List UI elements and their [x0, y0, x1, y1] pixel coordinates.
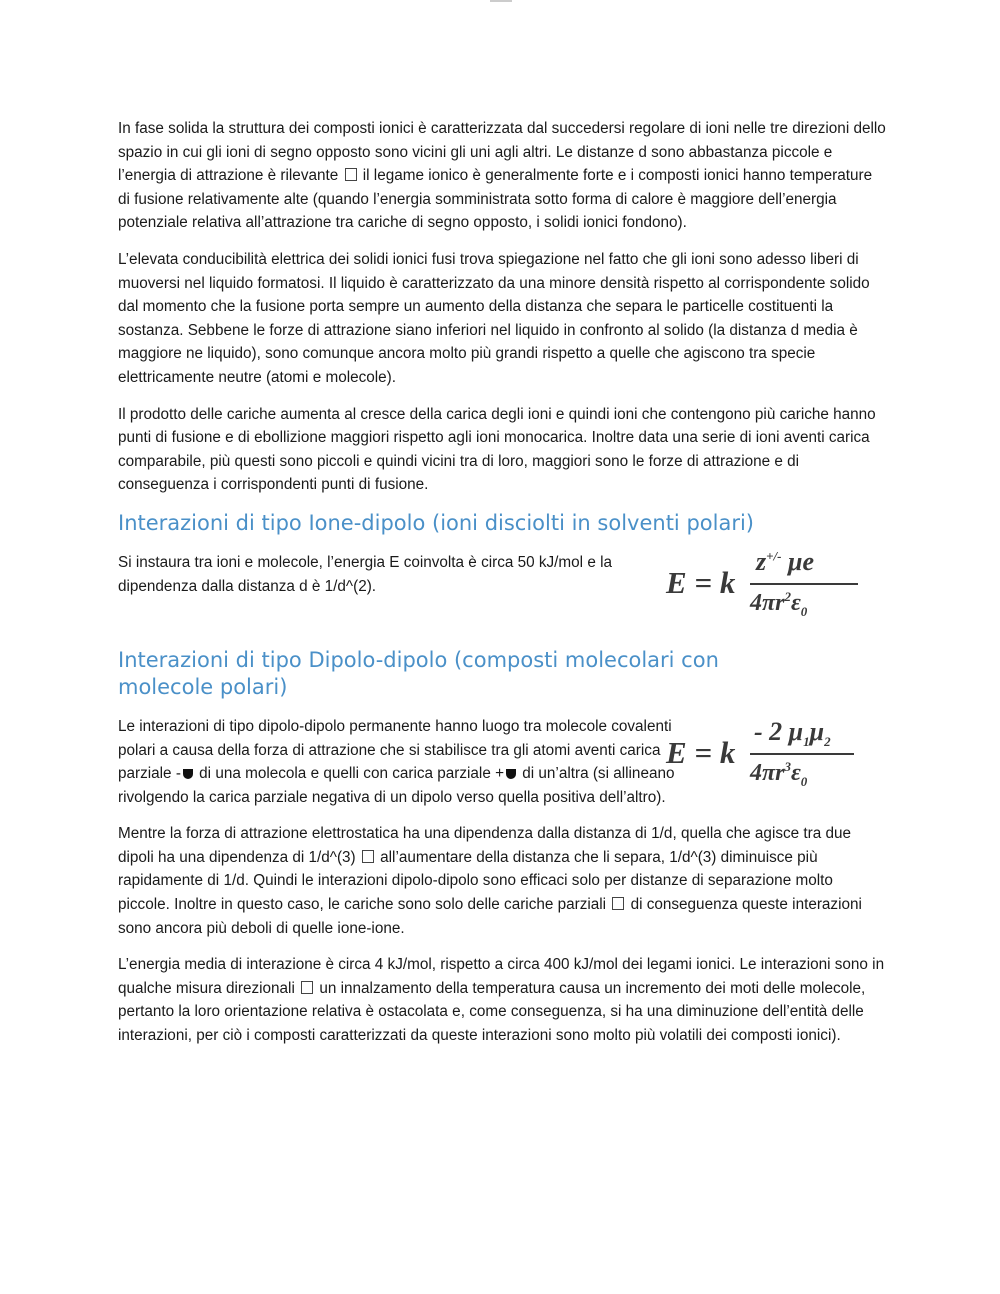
- delta-symbol-icon: [506, 769, 516, 779]
- paragraph-text: In fase solida la struttura dei composti ionici è caratterizzata dal succedersi regolare di ioni nelle tre direzioni dello spazio in cui gli ioni di segno opposto sono vicini gli uni agli altri. Le distanze d sono abbastanza piccole e l’energia di attrazione è rilevante: [118, 120, 886, 185]
- formula-numerator: - 2 $\mu_1\mu_2$: [754, 716, 831, 750]
- fraction-bar: [750, 583, 858, 585]
- ion-dipole-block: [118, 546, 888, 647]
- ion-dipole-formula: [666, 547, 866, 637]
- dipole-dipole-block: [118, 715, 888, 809]
- paragraph-average-energy: L’energia media di interazione è circa 4 kJ/mol, rispetto a circa 400 kJ/mol dei legami ionici. Le interazioni sono in qualche misura direzionali un innalzamento della temperatura causa un incremento dei moti delle molecole, pertanto la loro orientazione relativa è ostacolata e, come conseguenza, si ha una diminuzione dell’entità delle interazioni, per ciò i composti caratterizzati da queste interazioni sono molto più volatili dei composti ionici).: [118, 956, 885, 1045]
- paragraph-charge-product: Il prodotto delle cariche aumenta al cresce della carica degli ioni e quindi ioni che contengono più cariche hanno punti di fusione e di ebollizione maggiori rispetto agli ioni monocarica. Inoltre data una serie di ioni aventi carica comparabile, più questi sono piccoli e quindi vicini tra di loro, maggiori sono le forze di attrazione e di conseguenza i corrispondenti punti di fusione.: [118, 405, 876, 494]
- formula-denominator: $4\pi r^2\varepsilon_0$: [750, 588, 808, 619]
- heading-dipole-dipole: Interazioni di tipo Dipolo-dipolo (composti molecolari con molecole polari): [118, 647, 719, 699]
- arrow-symbol-icon: [301, 981, 313, 994]
- formula-numerator: z+/- μe: [756, 546, 814, 576]
- paragraph-ion-dipole: Si instaura tra ioni e molecole, l’energia E coinvolta è circa 50 kJ/mol e la dipendenza dalla distanza d è 1/d^(2).: [118, 553, 612, 595]
- document-page: [118, 117, 888, 1061]
- paragraph-dipole-dipole: Le interazioni di tipo dipolo-dipolo permanente hanno luogo tra molecole covalenti polari a causa della forza di attrazione che si stabilisce tra gli atomi aventi carica parziale - di una molecola e quelli con carica parziale + di un’altra (si allineano rivolgendo la carica parziale negativa di un dipolo verso quella positiva dell’altro).: [118, 717, 675, 806]
- formula-lhs: E = k: [666, 564, 736, 600]
- arrow-symbol-icon: [612, 897, 624, 910]
- page-header-mark: [490, 0, 512, 2]
- arrow-symbol-icon: [362, 850, 374, 863]
- formula-denominator: $4\pi r^3\varepsilon_0$: [750, 758, 808, 789]
- paragraph-text: il legame ionico è generalmente forte e i composti ionici hanno temperature di fusione relativamente alte (quando l’energia somministrata sotto forma di calore è maggiore dell’energia potenziale relativa all’attrazione tra cariche di segno opposto, i solidi ionici fondono).: [118, 167, 873, 232]
- paragraph-ionic-solids: [118, 117, 888, 235]
- delta-symbol-icon: [183, 769, 193, 779]
- paragraph-conductivity: L’elevata conducibilità elettrica dei solidi ionici fusi trova spiegazione nel fatto che gli ioni sono adesso liberi di muoversi nel liquido formatosi. Il liquido è caratterizzato da una minore densità rispetto al corrispondente solido dal momento che la fusione porta sempre un aumento della distanza che separa le particelle costituenti la sostanza. Sebbene le forze di attrazione siano inferiori nel liquido in confronto al solido (la distanza d media è maggiore ne liquido), sono comunque ancora molto più grandi rispetto a quelle che agiscono tra specie elettricamente neutre (atomi e molecole).: [118, 250, 870, 386]
- heading-ion-dipole: Interazioni di tipo Ione-dipolo (ioni disciolti in solventi polari): [118, 510, 754, 535]
- dipole-dipole-formula: [666, 717, 866, 801]
- arrow-symbol-icon: [345, 168, 357, 181]
- paragraph-dipole-distance: Mentre la forza di attrazione elettrostatica ha una dipendenza dalla distanza di 1/d, quella che agisce tra due dipoli ha una dipendenza di 1/d^(3) all’aumentare della distanza che li separa, 1/d^(3) diminuisce più rapidamente di 1/d. Quindi le interazioni dipolo-dipolo sono efficaci solo per distanze di separazione molto piccole. Inoltre in questo caso, le cariche sono solo delle cariche parziali di conseguenza queste interazioni sono ancora più deboli di quelle ione-ione.: [118, 825, 862, 937]
- formula-lhs: E = k: [666, 734, 736, 770]
- fraction-bar: [750, 753, 854, 755]
